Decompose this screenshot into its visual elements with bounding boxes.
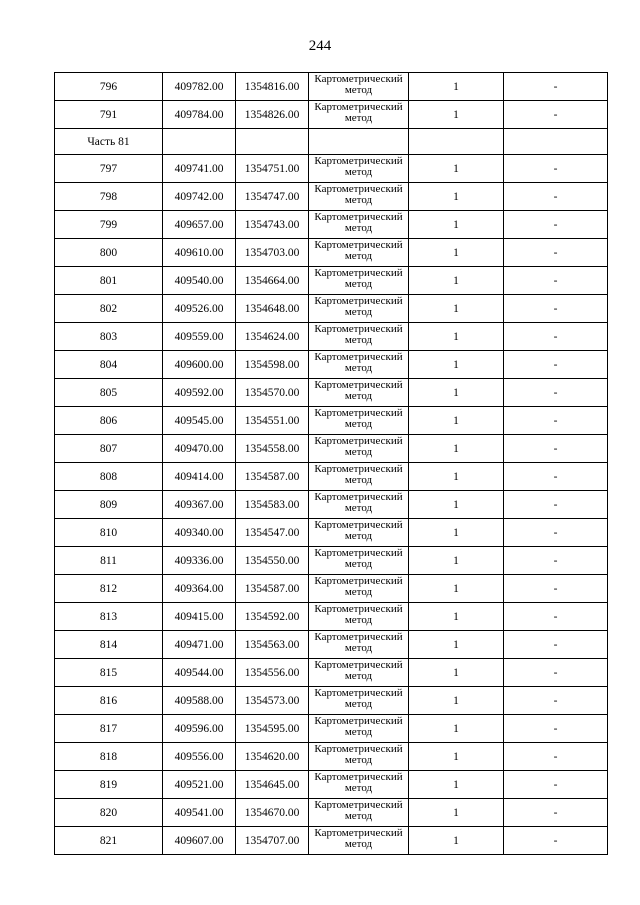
method-line-2: метод: [344, 558, 373, 570]
x-coordinate-cell: 409415.00: [163, 603, 236, 631]
accuracy-cell: 1: [409, 491, 504, 519]
method-line-1: Картометрический: [314, 155, 403, 167]
note-cell: -: [504, 323, 608, 351]
note-cell: -: [504, 603, 608, 631]
x-coordinate-cell: 409364.00: [163, 575, 236, 603]
point-number-cell: 814: [55, 631, 163, 659]
method-line-1: Картометрический: [314, 799, 403, 811]
accuracy-cell: 1: [409, 379, 504, 407]
x-coordinate-cell: 409592.00: [163, 379, 236, 407]
y-coordinate-cell: 1354570.00: [236, 379, 309, 407]
y-coordinate-cell: 1354563.00: [236, 631, 309, 659]
accuracy-cell: 1: [409, 183, 504, 211]
y-coordinate-cell: 1354751.00: [236, 155, 309, 183]
note-cell: -: [504, 659, 608, 687]
point-number-cell: 802: [55, 295, 163, 323]
y-coordinate-cell: 1354587.00: [236, 463, 309, 491]
accuracy-cell: 1: [409, 715, 504, 743]
table-row: [55, 715, 608, 743]
note-cell: -: [504, 435, 608, 463]
method-line-1: Картометрический: [314, 435, 403, 447]
method-line-2: метод: [344, 334, 373, 346]
note-cell: -: [504, 407, 608, 435]
method-line-1: Картометрический: [314, 267, 403, 279]
point-number-cell: 810: [55, 519, 163, 547]
note-cell: -: [504, 491, 608, 519]
method-cell: [309, 715, 409, 743]
method-line-2: метод: [344, 586, 373, 598]
section-label-cell: Часть 81: [55, 129, 163, 155]
method-cell: [309, 295, 409, 323]
point-number-cell: 812: [55, 575, 163, 603]
method-line-2: метод: [344, 474, 373, 486]
point-number-cell: 805: [55, 379, 163, 407]
method-line-2: метод: [344, 222, 373, 234]
x-coordinate-cell: 409541.00: [163, 799, 236, 827]
method-cell: [309, 631, 409, 659]
method-line-1: Картометрический: [314, 211, 403, 223]
table-row: [55, 155, 608, 183]
note-cell: -: [504, 463, 608, 491]
y-coordinate-cell: 1354595.00: [236, 715, 309, 743]
y-coordinate-cell: 1354598.00: [236, 351, 309, 379]
x-coordinate-cell: 409336.00: [163, 547, 236, 575]
method-cell: [309, 827, 409, 855]
note-cell: -: [504, 295, 608, 323]
method-cell: [309, 155, 409, 183]
point-number-cell: 803: [55, 323, 163, 351]
method-line-1: Картометрический: [314, 631, 403, 643]
accuracy-cell: 1: [409, 827, 504, 855]
method-cell: [309, 575, 409, 603]
x-coordinate-cell: 409470.00: [163, 435, 236, 463]
point-number-cell: 791: [55, 101, 163, 129]
method-line-1: Картометрический: [314, 295, 403, 307]
y-coordinate-cell: 1354743.00: [236, 211, 309, 239]
x-coordinate-cell: 409559.00: [163, 323, 236, 351]
table-row: [55, 743, 608, 771]
note-cell: -: [504, 183, 608, 211]
method-cell: [309, 491, 409, 519]
note-cell: -: [504, 211, 608, 239]
accuracy-cell: 1: [409, 799, 504, 827]
note-cell: -: [504, 547, 608, 575]
method-line-1: Картометрический: [314, 715, 403, 727]
page-number: 244: [308, 38, 332, 54]
accuracy-cell: 1: [409, 323, 504, 351]
method-cell: [309, 73, 409, 101]
method-line-1: Картометрический: [314, 575, 403, 587]
method-cell: [309, 603, 409, 631]
accuracy-cell: 1: [409, 771, 504, 799]
method-line-2: метод: [344, 810, 373, 822]
method-line-1: Картометрический: [314, 183, 403, 195]
table-row: [55, 183, 608, 211]
empty-cell: [236, 129, 309, 155]
method-line-2: метод: [344, 84, 373, 96]
method-cell: [309, 211, 409, 239]
table-row: [55, 519, 608, 547]
y-coordinate-cell: 1354664.00: [236, 267, 309, 295]
table-row: [55, 799, 608, 827]
x-coordinate-cell: 409556.00: [163, 743, 236, 771]
method-line-2: метод: [344, 838, 373, 850]
method-line-1: Картометрический: [314, 463, 403, 475]
point-number-cell: 811: [55, 547, 163, 575]
table-row: [55, 687, 608, 715]
table-body: [55, 73, 608, 855]
method-line-2: метод: [344, 642, 373, 654]
method-cell: [309, 379, 409, 407]
accuracy-cell: 1: [409, 155, 504, 183]
method-line-1: Картометрический: [314, 771, 403, 783]
table-row: [55, 547, 608, 575]
x-coordinate-cell: 409521.00: [163, 771, 236, 799]
table-row: [55, 379, 608, 407]
method-cell: [309, 435, 409, 463]
method-cell: [309, 519, 409, 547]
accuracy-cell: 1: [409, 603, 504, 631]
y-coordinate-cell: 1354573.00: [236, 687, 309, 715]
table-row: [55, 323, 608, 351]
method-line-2: метод: [344, 502, 373, 514]
method-cell: [309, 407, 409, 435]
method-line-2: метод: [344, 112, 373, 124]
point-number-cell: 796: [55, 73, 163, 101]
method-line-2: метод: [344, 250, 373, 262]
method-cell: [309, 743, 409, 771]
method-cell: [309, 183, 409, 211]
y-coordinate-cell: 1354558.00: [236, 435, 309, 463]
method-line-1: Картометрический: [314, 379, 403, 391]
x-coordinate-cell: 409340.00: [163, 519, 236, 547]
note-cell: -: [504, 267, 608, 295]
accuracy-cell: 1: [409, 575, 504, 603]
x-coordinate-cell: 409782.00: [163, 73, 236, 101]
table-row: [55, 101, 608, 129]
table-row: [55, 463, 608, 491]
table-row: [55, 211, 608, 239]
note-cell: -: [504, 519, 608, 547]
y-coordinate-cell: 1354816.00: [236, 73, 309, 101]
y-coordinate-cell: 1354583.00: [236, 491, 309, 519]
x-coordinate-cell: 409610.00: [163, 239, 236, 267]
table-row: [55, 435, 608, 463]
accuracy-cell: 1: [409, 295, 504, 323]
note-cell: -: [504, 239, 608, 267]
note-cell: -: [504, 379, 608, 407]
table-row: [55, 659, 608, 687]
note-cell: -: [504, 715, 608, 743]
accuracy-cell: 1: [409, 547, 504, 575]
method-line-1: Картометрический: [314, 687, 403, 699]
x-coordinate-cell: 409741.00: [163, 155, 236, 183]
x-coordinate-cell: 409414.00: [163, 463, 236, 491]
method-line-2: метод: [344, 278, 373, 290]
note-cell: -: [504, 799, 608, 827]
method-line-2: метод: [344, 446, 373, 458]
method-line-2: метод: [344, 166, 373, 178]
y-coordinate-cell: 1354826.00: [236, 101, 309, 129]
method-line-1: Картометрический: [314, 603, 403, 615]
method-line-1: Картометрический: [314, 73, 403, 85]
empty-cell: [504, 129, 608, 155]
note-cell: -: [504, 631, 608, 659]
accuracy-cell: 1: [409, 435, 504, 463]
method-line-1: Картометрический: [314, 239, 403, 251]
y-coordinate-cell: 1354703.00: [236, 239, 309, 267]
method-line-2: метод: [344, 194, 373, 206]
point-number-cell: 809: [55, 491, 163, 519]
empty-cell: [163, 129, 236, 155]
x-coordinate-cell: 409600.00: [163, 351, 236, 379]
point-number-cell: 800: [55, 239, 163, 267]
method-line-1: Картометрический: [314, 101, 403, 113]
accuracy-cell: 1: [409, 211, 504, 239]
coordinates-table: [54, 72, 608, 855]
accuracy-cell: 1: [409, 407, 504, 435]
x-coordinate-cell: 409784.00: [163, 101, 236, 129]
method-line-1: Картометрический: [314, 827, 403, 839]
point-number-cell: 806: [55, 407, 163, 435]
point-number-cell: 808: [55, 463, 163, 491]
method-line-1: Картометрический: [314, 659, 403, 671]
method-line-2: метод: [344, 754, 373, 766]
method-cell: [309, 267, 409, 295]
accuracy-cell: 1: [409, 659, 504, 687]
y-coordinate-cell: 1354707.00: [236, 827, 309, 855]
note-cell: -: [504, 743, 608, 771]
table-row: [55, 267, 608, 295]
y-coordinate-cell: 1354551.00: [236, 407, 309, 435]
x-coordinate-cell: 409596.00: [163, 715, 236, 743]
x-coordinate-cell: 409544.00: [163, 659, 236, 687]
accuracy-cell: 1: [409, 519, 504, 547]
y-coordinate-cell: 1354592.00: [236, 603, 309, 631]
method-line-2: метод: [344, 530, 373, 542]
x-coordinate-cell: 409657.00: [163, 211, 236, 239]
point-number-cell: 797: [55, 155, 163, 183]
method-line-2: метод: [344, 614, 373, 626]
x-coordinate-cell: 409607.00: [163, 827, 236, 855]
point-number-cell: 819: [55, 771, 163, 799]
method-line-2: метод: [344, 782, 373, 794]
note-cell: -: [504, 351, 608, 379]
point-number-cell: 807: [55, 435, 163, 463]
accuracy-cell: 1: [409, 351, 504, 379]
method-line-2: метод: [344, 698, 373, 710]
point-number-cell: 816: [55, 687, 163, 715]
method-cell: [309, 687, 409, 715]
y-coordinate-cell: 1354620.00: [236, 743, 309, 771]
method-cell: [309, 771, 409, 799]
y-coordinate-cell: 1354648.00: [236, 295, 309, 323]
point-number-cell: 804: [55, 351, 163, 379]
table-row: [55, 771, 608, 799]
method-line-2: метод: [344, 390, 373, 402]
point-number-cell: 817: [55, 715, 163, 743]
point-number-cell: 798: [55, 183, 163, 211]
method-cell: [309, 351, 409, 379]
point-number-cell: 801: [55, 267, 163, 295]
x-coordinate-cell: 409526.00: [163, 295, 236, 323]
empty-cell: [409, 129, 504, 155]
y-coordinate-cell: 1354550.00: [236, 547, 309, 575]
method-line-1: Картометрический: [314, 351, 403, 363]
method-cell: [309, 463, 409, 491]
table-row: [55, 407, 608, 435]
method-line-2: метод: [344, 306, 373, 318]
note-cell: -: [504, 575, 608, 603]
x-coordinate-cell: 409588.00: [163, 687, 236, 715]
table-row: [55, 239, 608, 267]
method-line-1: Картометрический: [314, 743, 403, 755]
section-row: [55, 129, 608, 155]
accuracy-cell: 1: [409, 101, 504, 129]
table-row: [55, 73, 608, 101]
table-row: [55, 631, 608, 659]
method-line-1: Картометрический: [314, 491, 403, 503]
empty-cell: [309, 129, 409, 155]
method-line-2: метод: [344, 362, 373, 374]
point-number-cell: 820: [55, 799, 163, 827]
table-row: [55, 603, 608, 631]
table-row: [55, 351, 608, 379]
point-number-cell: 821: [55, 827, 163, 855]
table-row: [55, 575, 608, 603]
note-cell: -: [504, 101, 608, 129]
y-coordinate-cell: 1354587.00: [236, 575, 309, 603]
method-cell: [309, 239, 409, 267]
accuracy-cell: 1: [409, 687, 504, 715]
y-coordinate-cell: 1354624.00: [236, 323, 309, 351]
x-coordinate-cell: 409545.00: [163, 407, 236, 435]
note-cell: -: [504, 73, 608, 101]
accuracy-cell: 1: [409, 743, 504, 771]
note-cell: -: [504, 771, 608, 799]
method-line-1: Картометрический: [314, 407, 403, 419]
method-cell: [309, 323, 409, 351]
x-coordinate-cell: 409367.00: [163, 491, 236, 519]
accuracy-cell: 1: [409, 267, 504, 295]
y-coordinate-cell: 1354747.00: [236, 183, 309, 211]
y-coordinate-cell: 1354645.00: [236, 771, 309, 799]
point-number-cell: 813: [55, 603, 163, 631]
point-number-cell: 815: [55, 659, 163, 687]
x-coordinate-cell: 409742.00: [163, 183, 236, 211]
point-number-cell: 799: [55, 211, 163, 239]
note-cell: -: [504, 827, 608, 855]
method-cell: [309, 101, 409, 129]
note-cell: -: [504, 155, 608, 183]
accuracy-cell: 1: [409, 239, 504, 267]
method-line-2: метод: [344, 670, 373, 682]
method-cell: [309, 659, 409, 687]
y-coordinate-cell: 1354556.00: [236, 659, 309, 687]
method-cell: [309, 799, 409, 827]
table-row: [55, 295, 608, 323]
method-line-1: Картометрический: [314, 519, 403, 531]
point-number-cell: 818: [55, 743, 163, 771]
method-line-1: Картометрический: [314, 323, 403, 335]
method-line-2: метод: [344, 726, 373, 738]
method-line-2: метод: [344, 418, 373, 430]
accuracy-cell: 1: [409, 73, 504, 101]
table-row: [55, 491, 608, 519]
table-row: [55, 827, 608, 855]
y-coordinate-cell: 1354670.00: [236, 799, 309, 827]
method-cell: [309, 547, 409, 575]
x-coordinate-cell: 409471.00: [163, 631, 236, 659]
x-coordinate-cell: 409540.00: [163, 267, 236, 295]
note-cell: -: [504, 687, 608, 715]
method-line-1: Картометрический: [314, 547, 403, 559]
y-coordinate-cell: 1354547.00: [236, 519, 309, 547]
accuracy-cell: 1: [409, 463, 504, 491]
accuracy-cell: 1: [409, 631, 504, 659]
